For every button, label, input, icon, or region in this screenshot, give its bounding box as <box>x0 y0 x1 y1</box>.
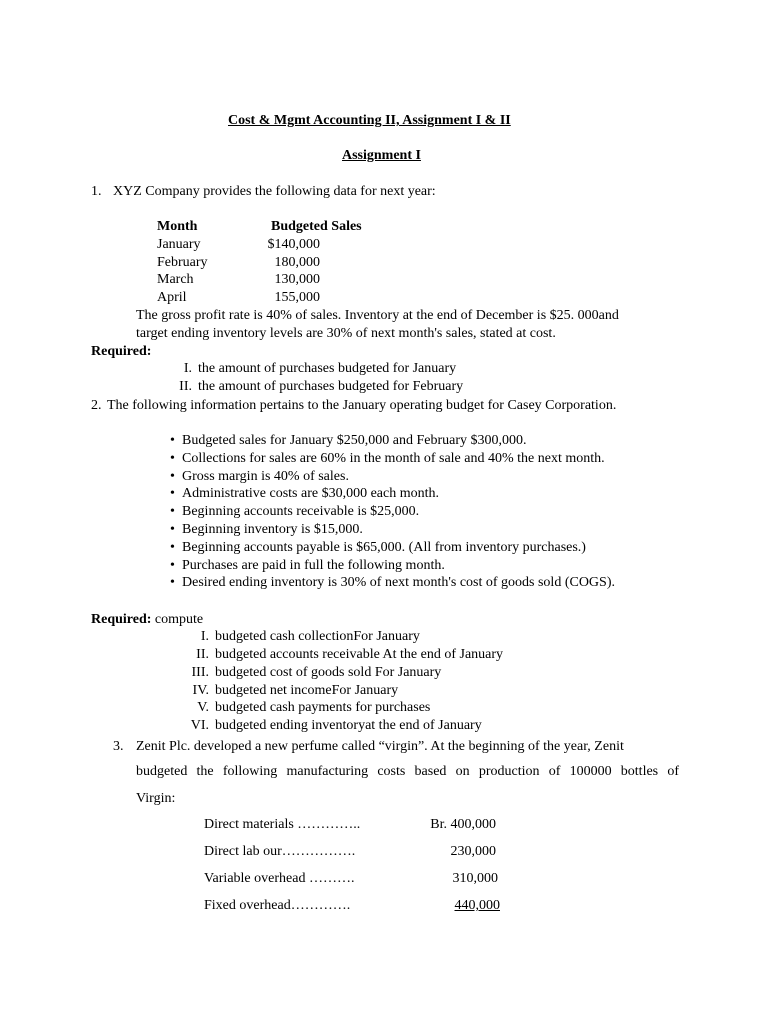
required-item-text: budgeted accounts receivable At the end of January <box>215 647 504 662</box>
q2-intro: The following information pertains to the January operating budget for Casey Corporation. <box>107 398 617 413</box>
required-item-text: budgeted cash payments for purchases <box>215 700 431 715</box>
list-item: • Collections for sales are 60% in the month of sale and 40% the next month. <box>170 450 615 468</box>
required-item-text: the amount of purchases budgeted for February <box>198 379 464 394</box>
required-item-text: budgeted cost of goods sold For January <box>215 665 442 680</box>
q1-number: 1. <box>91 184 102 199</box>
list-item: • Beginning accounts payable is $65,000. (All from inventory purchases.) <box>170 539 615 557</box>
required-item-text: budgeted cash collectionFor January <box>215 629 420 644</box>
q2-required-item <box>175 646 503 664</box>
cost-label: Direct lab our……………. <box>204 844 356 859</box>
q1-required-item <box>158 360 456 378</box>
q1-required-item <box>158 378 463 396</box>
required-item-text: the amount of purchases budgeted for January <box>198 361 457 376</box>
table-row-value: 155,000 <box>274 290 320 305</box>
q2-required-item <box>175 628 420 646</box>
cost-value: Br. 400,000 <box>430 817 496 832</box>
q1-paragraph-line: target ending inventory levels are 30% of next month's sales, stated at cost. <box>136 326 556 341</box>
q3-paragraph-line: Virgin: <box>136 791 176 806</box>
assignment-heading: Assignment I <box>342 148 421 163</box>
table-row-month: April <box>157 290 187 305</box>
q2-required-item <box>175 699 430 717</box>
cost-value: 310,000 <box>452 871 498 886</box>
cost-total-underlined: 440,000 <box>454 898 500 913</box>
table-row-value: 130,000 <box>274 272 320 287</box>
table-row-month: February <box>157 255 208 270</box>
table-header-month: Month <box>157 219 198 234</box>
q2-bullet-list <box>170 432 615 592</box>
list-item: • Administrative costs are $30,000 each month. <box>170 485 615 503</box>
cost-value: 230,000 <box>450 844 496 859</box>
roman-numeral: IV. <box>192 683 209 698</box>
roman-numeral: I. <box>200 629 209 644</box>
list-item: • Purchases are paid in full the following month. <box>170 557 615 575</box>
q2-required-line <box>91 611 203 628</box>
roman-numeral: II. <box>196 647 209 662</box>
q3-paragraph-line: Zenit Plc. developed a new perfume called “virgin”. At the beginning of the year, Zenit <box>136 739 624 754</box>
roman-numeral: I. <box>183 361 192 376</box>
q2-required-label: Required: <box>91 612 152 627</box>
q3-paragraph-line: budgeted the following manufacturing costs based on production of 100000 bottles of <box>136 764 679 779</box>
q1-required-label: Required: <box>91 344 152 359</box>
q2-required-item <box>175 717 482 735</box>
cost-label: Variable overhead ………. <box>204 871 355 886</box>
list-item: • Gross margin is 40% of sales. <box>170 468 615 486</box>
document-title: Cost & Mgmt Accounting II, Assignment I & II <box>228 113 511 128</box>
table-header-budgeted-sales: Budgeted Sales <box>271 219 362 234</box>
list-item: • Beginning inventory is $15,000. <box>170 521 615 539</box>
q1-intro: XYZ Company provides the following data for next year: <box>113 184 436 199</box>
table-row-value: $140,000 <box>267 237 320 252</box>
required-item-text: budgeted net incomeFor January <box>215 683 399 698</box>
roman-numeral: V. <box>197 700 209 715</box>
cost-label: Fixed overhead…………. <box>204 898 351 913</box>
cost-value <box>400 897 500 914</box>
roman-numeral: III. <box>191 665 209 680</box>
q2-required-item <box>175 682 398 700</box>
table-row-value: 180,000 <box>274 255 320 270</box>
required-item-text: budgeted ending inventoryat the end of January <box>215 718 482 733</box>
list-item: • Budgeted sales for January $250,000 and February $300,000. <box>170 432 615 450</box>
roman-numeral: VI. <box>190 718 209 733</box>
q1-paragraph-line: The gross profit rate is 40% of sales. Inventory at the end of December is $25. 000and <box>136 308 619 323</box>
q2-number: 2. <box>91 398 102 413</box>
table-row-month: January <box>157 237 201 252</box>
list-item: • Desired ending inventory is 30% of next month's cost of goods sold (COGS). <box>170 574 615 592</box>
q2-required-suffix: compute <box>151 612 204 627</box>
q2-required-item <box>175 664 441 682</box>
cost-label: Direct materials ………….. <box>204 817 361 832</box>
table-row-month: March <box>157 272 194 287</box>
roman-numeral: II. <box>179 379 192 394</box>
list-item: • Beginning accounts receivable is $25,000. <box>170 503 615 521</box>
q3-number: 3. <box>113 739 124 754</box>
